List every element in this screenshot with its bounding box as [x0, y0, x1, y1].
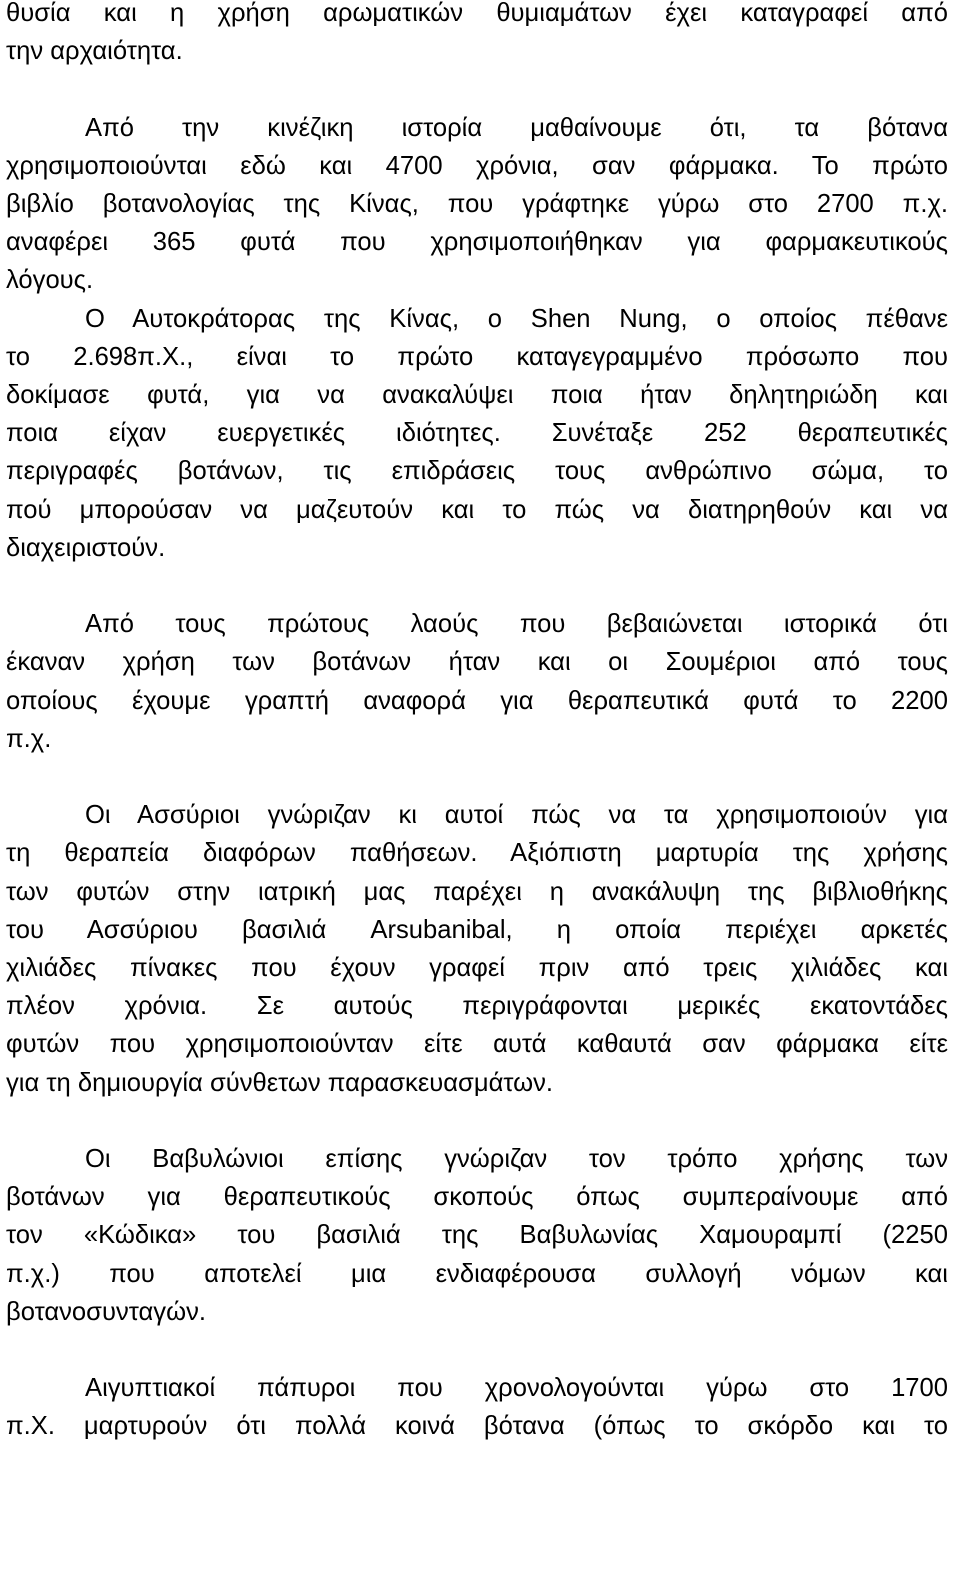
paragraph-egyptian-papyri — [6, 1369, 948, 1445]
text-line: πού μπορούσαν να μαζευτούν και το πώς να διατηρηθούν και να — [6, 495, 948, 524]
text-line: βοτανοσυνταγών. — [6, 1297, 206, 1326]
text-line: αναφέρει 365 φυτά που χρησιμοποιήθηκαν για φαρμακευτικούς — [6, 228, 948, 257]
paragraph-shen-nung — [6, 300, 948, 567]
paragraph-incense-history — [6, 0, 948, 70]
text-line: των φυτών στην ιατρική μας παρέχει η ανακάλυψη της βιβλιοθήκης — [6, 877, 948, 906]
text-line: δοκίμασε φυτά, για να ανακαλύψει ποια ήταν δηλητηριώδη και — [6, 381, 948, 410]
text-line: π.χ.) που αποτελεί μια ενδιαφέρουσα συλλογή νόμων και — [6, 1259, 948, 1288]
paragraph-chinese-history — [6, 109, 948, 300]
paragraph-sumerians — [6, 605, 948, 758]
text-line: πλέον χρόνια. Σε αυτούς περιγράφονται μερικές εκατοντάδες — [6, 992, 948, 1021]
text-line: του Ασσύριου βασιλιά Arsubanibal, η οποία περιέχει αρκετές — [6, 915, 948, 944]
text-line: Από την κινέζικη ιστορία μαθαίνουμε ότι, τα βότανα — [85, 113, 948, 142]
text-line: βοτάνων για θεραπευτικούς σκοπούς όπως συμπεραίνουμε από — [6, 1183, 948, 1212]
text-line: χιλιάδες πίνακες που έχουν γραφεί πριν από τρεις χιλιάδες και — [6, 954, 948, 983]
text-line: λόγους. — [6, 266, 94, 295]
paragraph-babylonians — [6, 1140, 948, 1331]
text-line: έκαναν χρήση των βοτάνων ήταν και οι Σουμέριοι από τους — [6, 648, 948, 677]
paragraph-assyrians — [6, 796, 948, 1102]
text-line: τον «Κώδικα» του βασιλιά της Βαβυλωνίας Χαμουραμπί (2250 — [6, 1221, 948, 1250]
text-line: τη θεραπεία διαφόρων παθήσεων. Αξιόπιστη μαρτυρία της χρήσης — [6, 839, 948, 868]
text-line: διαχειριστούν. — [6, 533, 166, 562]
text-line: Οι Ασσύριοι γνώριζαν κι αυτοί πώς να τα χρησιμοποιούν για — [85, 801, 948, 830]
text-line: οποίους έχουμε γραπτή αναφορά για θεραπευτικά φυτά το 2200 — [6, 686, 948, 715]
text-line: περιγραφές βοτάνων, τις επιδράσεις τους ανθρώπινο σώμα, το — [6, 457, 948, 486]
text-line: χρησιμοποιούνται εδώ και 4700 χρόνια, σαν φάρμακα. Το πρώτο — [6, 151, 948, 180]
document-body — [6, 0, 948, 1446]
text-line: Από τους πρώτους λαούς που βεβαιώνεται ιστορικά ότι — [85, 610, 948, 639]
text-line: Οι Βαβυλώνιοι επίσης γνώριζαν τον τρόπο χρήσης των — [85, 1145, 948, 1174]
text-line: για τη δημιουργία σύνθετων παρασκευασμάτων. — [6, 1068, 554, 1097]
text-line: ποια είχαν ευεργετικές ιδιότητες. Συνέταξε 252 θεραπευτικές — [6, 419, 948, 448]
text-line: θυσία και η χρήση αρωματικών θυμιαμάτων έχει καταγραφεί από — [6, 0, 948, 27]
text-line: Αιγυπτιακοί πάπυροι που χρονολογούνται γύρω στο 1700 — [85, 1374, 948, 1403]
text-line: π.Χ. μαρτυρούν ότι πολλά κοινά βότανα (όπως το σκόρδο και το — [6, 1412, 948, 1441]
text-line: βιβλίο βοτανολογίας της Κίνας, που γράφτηκε γύρω στο 2700 π.χ. — [6, 190, 948, 218]
text-line: φυτών που χρησιμοποιούνταν είτε αυτά καθαυτά σαν φάρμακα είτε — [6, 1030, 948, 1059]
text-line: Ο Αυτοκράτορας της Κίνας, ο Shen Nung, ο οποίος πέθανε — [85, 304, 948, 333]
text-line: την αρχαιότητα. — [6, 37, 183, 66]
text-line: π.χ. — [6, 724, 52, 753]
text-line: το 2.698π.Χ., είναι το πρώτο καταγεγραμμένο πρόσωπο που — [6, 342, 948, 371]
